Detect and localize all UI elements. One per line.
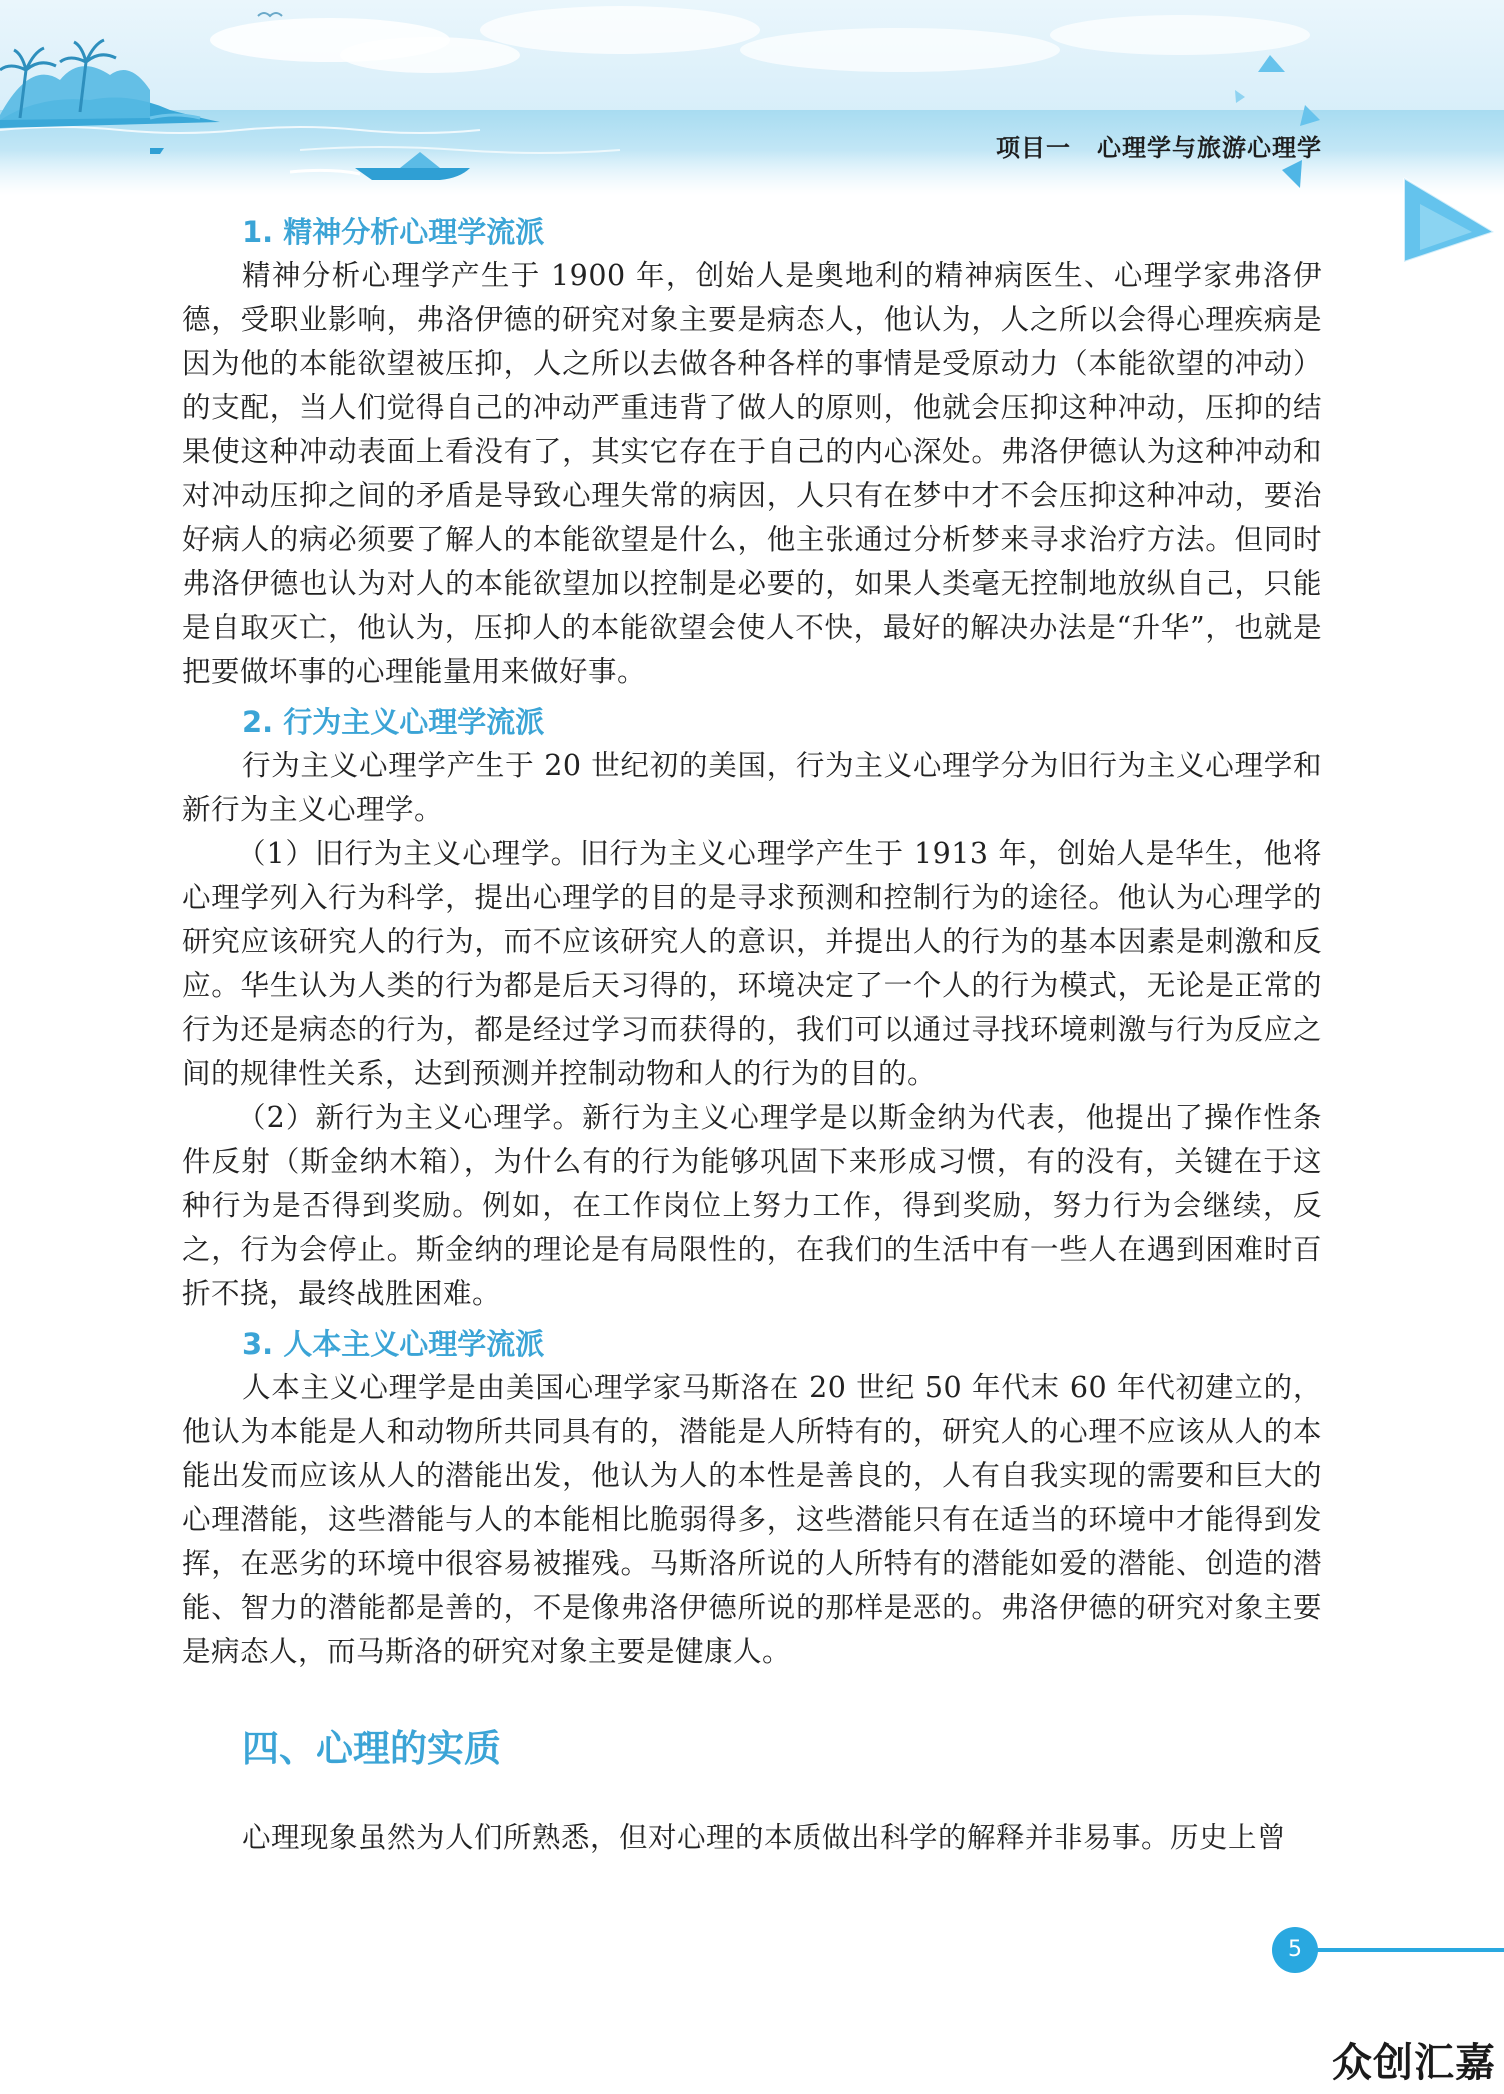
header-title	[996, 128, 1322, 163]
watermark-text: 众创汇嘉	[1332, 2040, 1496, 2086]
section-heading-behaviorism: 2. 行为主义心理学流派	[242, 705, 545, 739]
page-number-badge	[1272, 1927, 1504, 1973]
corner-triangle-decoration	[1394, 170, 1504, 280]
section-heading-humanism: 3. 人本主义心理学流派	[242, 1327, 545, 1361]
beach-scene-illustration	[0, 0, 1504, 195]
page-content	[182, 210, 1322, 1860]
paragraph-humanism: 人本主义心理学是由美国心理学家马斯洛在 20 世纪 50 年代末 60 年代初建立的，他认为本能是人和动物所共同具有的，潜能是人所特有的，研究人的心理不应该从人的本能出发而应该从人的潜能出发，他认为人的本性是善良的，人有自我实现的需要和巨大的心理潜能，这些潜能与人的本能相比脆弱得多，这些潜能只有在适当的环境中才能得到发挥，在恶劣的环境中很容易被摧残。马斯洛所说的人所特有的潜能如爱的潜能、创造的潜能、智力的潜能都是善的，不是像弗洛伊德所说的那样是恶的。弗洛伊德的研究对象主要是病态人，而马斯洛的研究对象主要是健康人。	[182, 1371, 1322, 1668]
paragraph-old-behaviorism: （1）旧行为主义心理学。旧行为主义心理学产生于 1913 年，创始人是华生，他将心理学列入行为科学，提出心理学的目的是寻求预测和控制行为的途径。他认为心理学的研究应该研究人的行为，而不应该研究人的意识，并提出人的行为的基本因素是刺激和反应。华生认为人类的行为都是后天习得的，环境决定了一个人的行为模式，无论是正常的行为还是病态的行为，都是经过学习而获得的，我们可以通过寻找环境刺激与行为反应之间的规律性关系，达到预测并控制动物和人的行为的目的。	[182, 837, 1322, 1090]
page-number-rule	[1316, 1948, 1504, 1952]
paragraph-behaviorism-intro: 行为主义心理学产生于 20 世纪初的美国，行为主义心理学分为旧行为主义心理学和新行为主义心理学。	[182, 749, 1322, 826]
page-number: 5	[1272, 1927, 1318, 1973]
paragraph-nature-of-mind: 心理现象虽然为人们所熟悉，但对心理的本质做出科学的解释并非易事。历史上曾	[242, 1821, 1287, 1854]
paragraph-new-behaviorism: （2）新行为主义心理学。新行为主义心理学是以斯金纳为代表，他提出了操作性条件反射（斯金纳木箱），为什么有的行为能够巩固下来形成习惯，有的没有，关键在于这种行为是否得到奖励。例如，在工作岗位上努力工作，得到奖励，努力行为会继续，反之，行为会停止。斯金纳的理论是有局限性的，在我们的生活中有一些人在遇到困难时百折不挠，最终战胜困难。	[182, 1101, 1322, 1310]
major-heading-nature-of-mind: 四、心理的实质	[242, 1727, 501, 1770]
header-chapter-title: 心理学与旅游心理学	[1097, 134, 1322, 162]
header-banner	[0, 0, 1504, 195]
header-project-label: 项目一	[996, 134, 1071, 162]
section-heading-psychoanalysis: 1. 精神分析心理学流派	[242, 215, 545, 249]
paragraph-psychoanalysis: 精神分析心理学产生于 1900 年，创始人是奥地利的精神病医生、心理学家弗洛伊德，受职业影响，弗洛伊德的研究对象主要是病态人，他认为，人之所以会得心理疾病是因为他的本能欲望被压抑，人之所以去做各种各样的事情是受原动力（本能欲望的冲动）的支配，当人们觉得自己的冲动严重违背了做人的原则，他就会压抑这种冲动，压抑的结果使这种冲动表面上看没有了，其实它存在于自己的内心深处。弗洛伊德认为这种冲动和对冲动压抑之间的矛盾是导致心理失常的病因，人只有在梦中才不会压抑这种冲动，要治好病人的病必须要了解人的本能欲望是什么，他主张通过分析梦来寻求治疗方法。但同时弗洛伊德也认为对人的本能欲望加以控制是必要的，如果人类毫无控制地放纵自己，只能是自取灭亡，他认为，压抑人的本能欲望会使人不快，最好的解决办法是“升华”，也就是把要做坏事的心理能量用来做好事。	[182, 259, 1322, 688]
